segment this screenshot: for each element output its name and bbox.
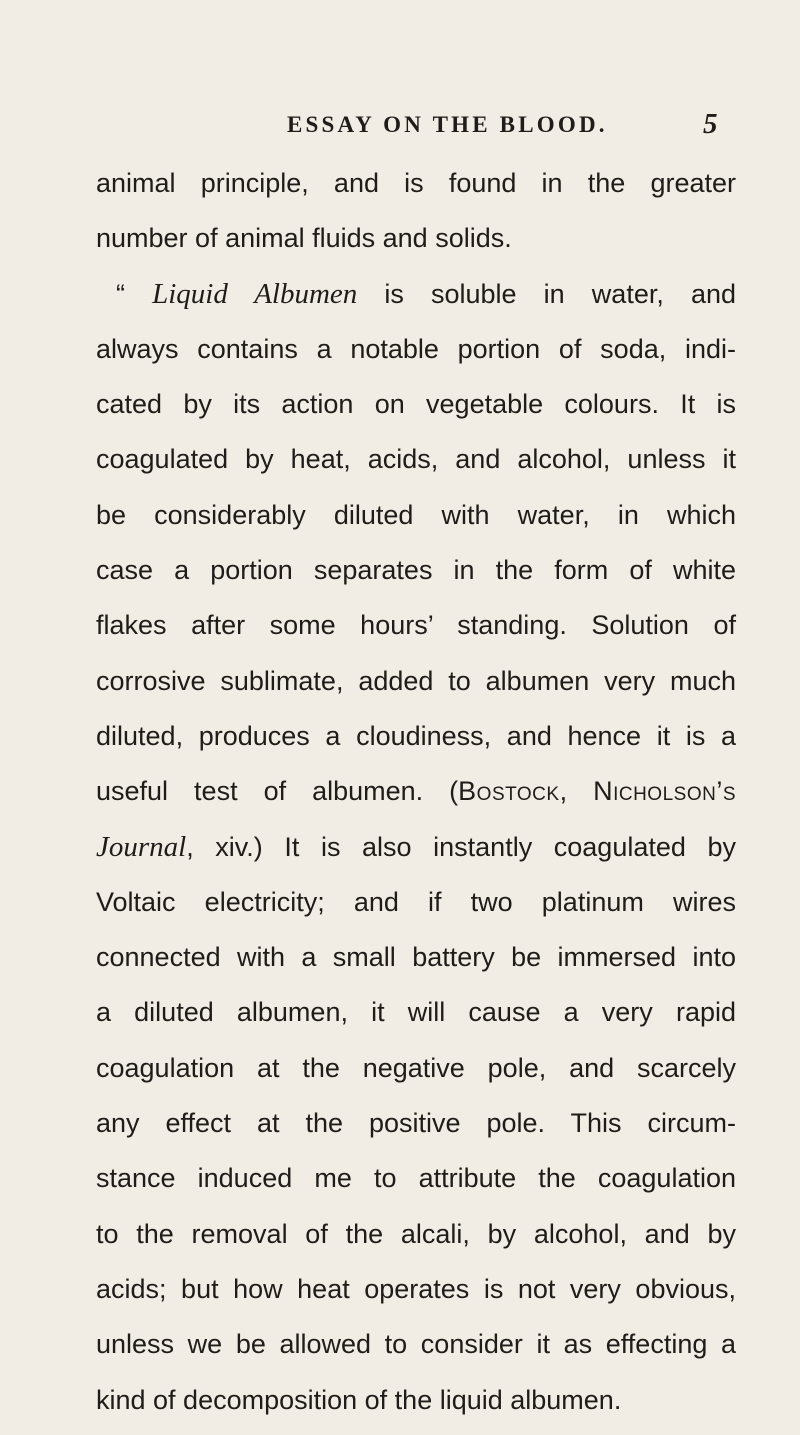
- text-line: acids; but how heat operates is not very obvious,: [96, 1273, 736, 1304]
- text-line: unless we be allowed to consider it as effecting a: [96, 1329, 736, 1360]
- open-quote: “: [116, 278, 153, 309]
- paragraph-start-line: [96, 274, 736, 329]
- text-line: always contains a notable portion of soda, indi-: [96, 333, 736, 364]
- body-text: [96, 163, 736, 1435]
- text-run: is soluble in water, and: [357, 278, 736, 309]
- text-line: kind of decomposition of the liquid albumen.: [96, 1384, 622, 1415]
- text-run: ,: [559, 776, 594, 807]
- text-line: any effect at the positive pole. This circum-: [96, 1108, 736, 1139]
- text-line: cated by its action on vegetable colours. It is: [96, 389, 736, 420]
- text-line: stance induced me to attribute the coagulation: [96, 1163, 736, 1194]
- text-line: number of animal fluids and solids.: [96, 223, 512, 254]
- citation-line: [96, 771, 736, 826]
- text-line: to the removal of the alcali, by alcohol, and by: [96, 1218, 736, 1249]
- text-line: animal principle, and is found in the greater: [96, 168, 736, 198]
- text-line: diluted, produces a cloudiness, and hence it is a: [96, 720, 736, 751]
- page-number: 5: [703, 108, 718, 140]
- text-line: connected with a small battery be immersed into: [96, 942, 736, 973]
- text-line: case a portion separates in the form of white: [96, 555, 736, 586]
- text-line: Voltaic electricity; and if two platinum wires: [96, 886, 736, 917]
- term-liquid-albumen: Liquid Albumen: [152, 277, 358, 310]
- text-line: be considerably diluted with water, in which: [96, 499, 736, 530]
- citation-journal: Journal: [96, 830, 187, 863]
- text-line: flakes after some hours’ standing. Solution of: [96, 610, 736, 641]
- text-line: a diluted albumen, it will cause a very rapid: [96, 997, 736, 1028]
- text-run: useful test of albumen. (: [96, 776, 459, 807]
- text-run: , xiv.) It is also instantly coagulated by: [186, 831, 736, 862]
- text-line: coagulation at the negative pole, and scarcely: [96, 1052, 736, 1083]
- text-line: coagulated by heat, acids, and alcohol, unless it: [96, 444, 736, 475]
- running-title: ESSAY ON THE BLOOD.: [287, 112, 608, 137]
- text-line: corrosive sublimate, added to albumen very much: [96, 665, 736, 696]
- citation-author: Bostock: [458, 776, 560, 807]
- citation-source: Nicholson’s: [593, 776, 736, 807]
- citation-line: [96, 827, 736, 882]
- running-head: [0, 108, 800, 152]
